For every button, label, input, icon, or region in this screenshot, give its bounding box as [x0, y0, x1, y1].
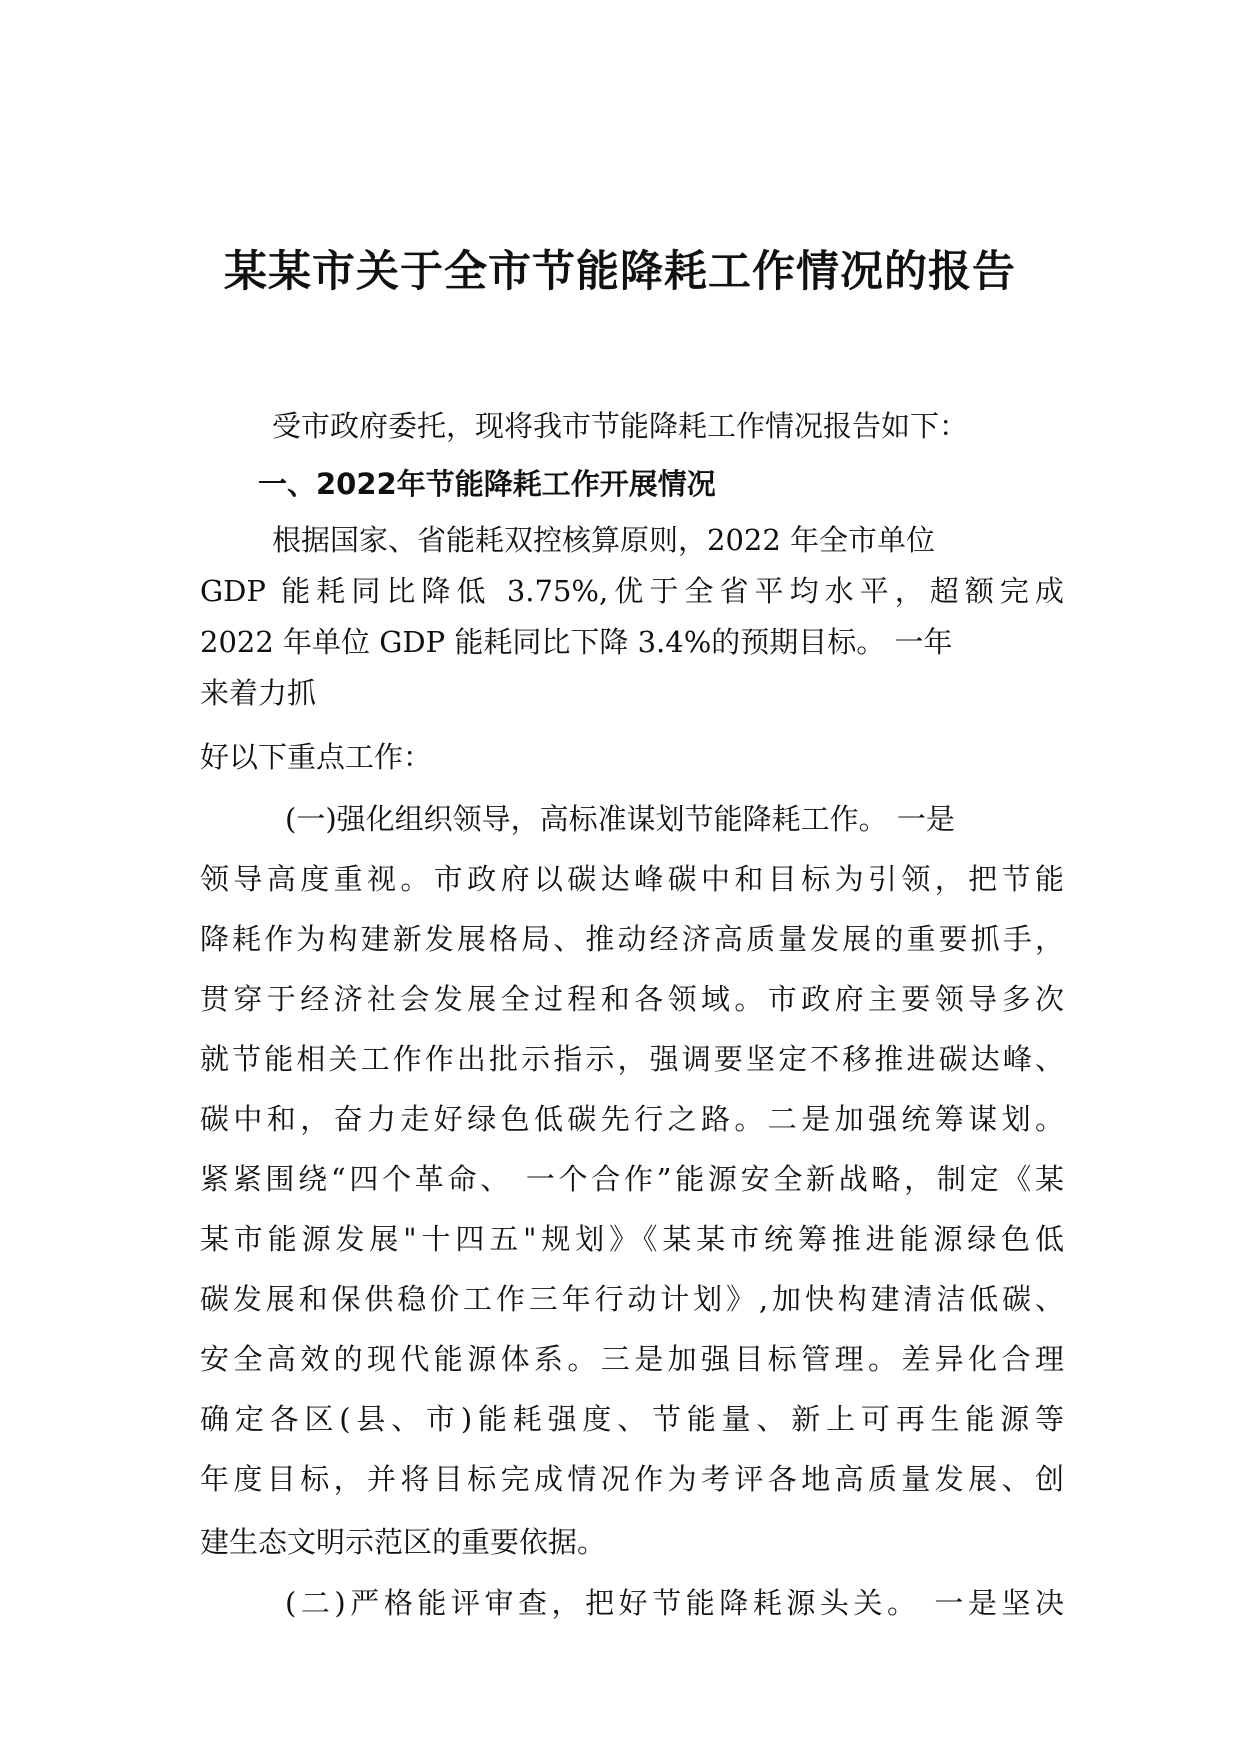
body-line: 就节能相关工作作出批示指示，强调要坚定不移推进碳达峰、 — [200, 1042, 1064, 1076]
body-line: 来着力抓 — [200, 676, 317, 710]
body-line: 碳发展和保供稳价工作三年行动计划》,加快构建清洁低碳、 — [200, 1282, 1064, 1316]
body-line: 建生态文明示范区的重要依据。 — [200, 1525, 607, 1559]
body-line: GDP 能耗同比降低 3.75%,优于全省平均水平，超额完成 — [200, 574, 1064, 608]
body-line: 根据国家、省能耗双控核算原则，2022 年全市单位 — [272, 523, 936, 557]
body-line: 确定各区(县、市)能耗强度、节能量、新上可再生能源等 — [200, 1402, 1064, 1436]
body-line: 领导高度重视。市政府以碳达峰碳中和目标为引领，把节能 — [200, 862, 1064, 896]
body-line: 好以下重点工作： — [200, 740, 433, 774]
body-line: 年度目标，并将目标完成情况作为考评各地高质量发展、创 — [200, 1462, 1064, 1496]
body-line: 碳中和，奋力走好绿色低碳先行之路。二是加强统筹谋划。 — [200, 1102, 1064, 1136]
body-line: 安全高效的现代能源体系。三是加强目标管理。差异化合理 — [200, 1342, 1064, 1376]
body-line: 某市能源发展"十四五"规划》《某某市统筹推进能源绿色低 — [200, 1222, 1064, 1256]
section-heading: 一、2022年节能降耗工作开展情况 — [258, 467, 716, 501]
body-line: 贯穿于经济社会发展全过程和各领域。市政府主要领导多次 — [200, 982, 1064, 1016]
body-line: 紧紧围绕“四个革命、 一个合作”能源安全新战略，制定《某 — [200, 1162, 1064, 1196]
body-line: 降耗作为构建新发展格局、推动经济高质量发展的重要抓手， — [200, 922, 1064, 956]
body-line: (二)严格能评审查，把好节能降耗源头关。 一是坚决 — [285, 1586, 1064, 1620]
intro-line: 受市政府委托，现将我市节能降耗工作情况报告如下： — [272, 409, 969, 443]
body-line: (一)强化组织领导，高标准谋划节能降耗工作。 一是 — [285, 802, 955, 836]
body-line: 2022 年单位 GDP 能耗同比下降 3.4%的预期目标。 一年 — [200, 625, 953, 659]
document-title: 某某市关于全市节能降耗工作情况的报告 — [224, 247, 1016, 297]
